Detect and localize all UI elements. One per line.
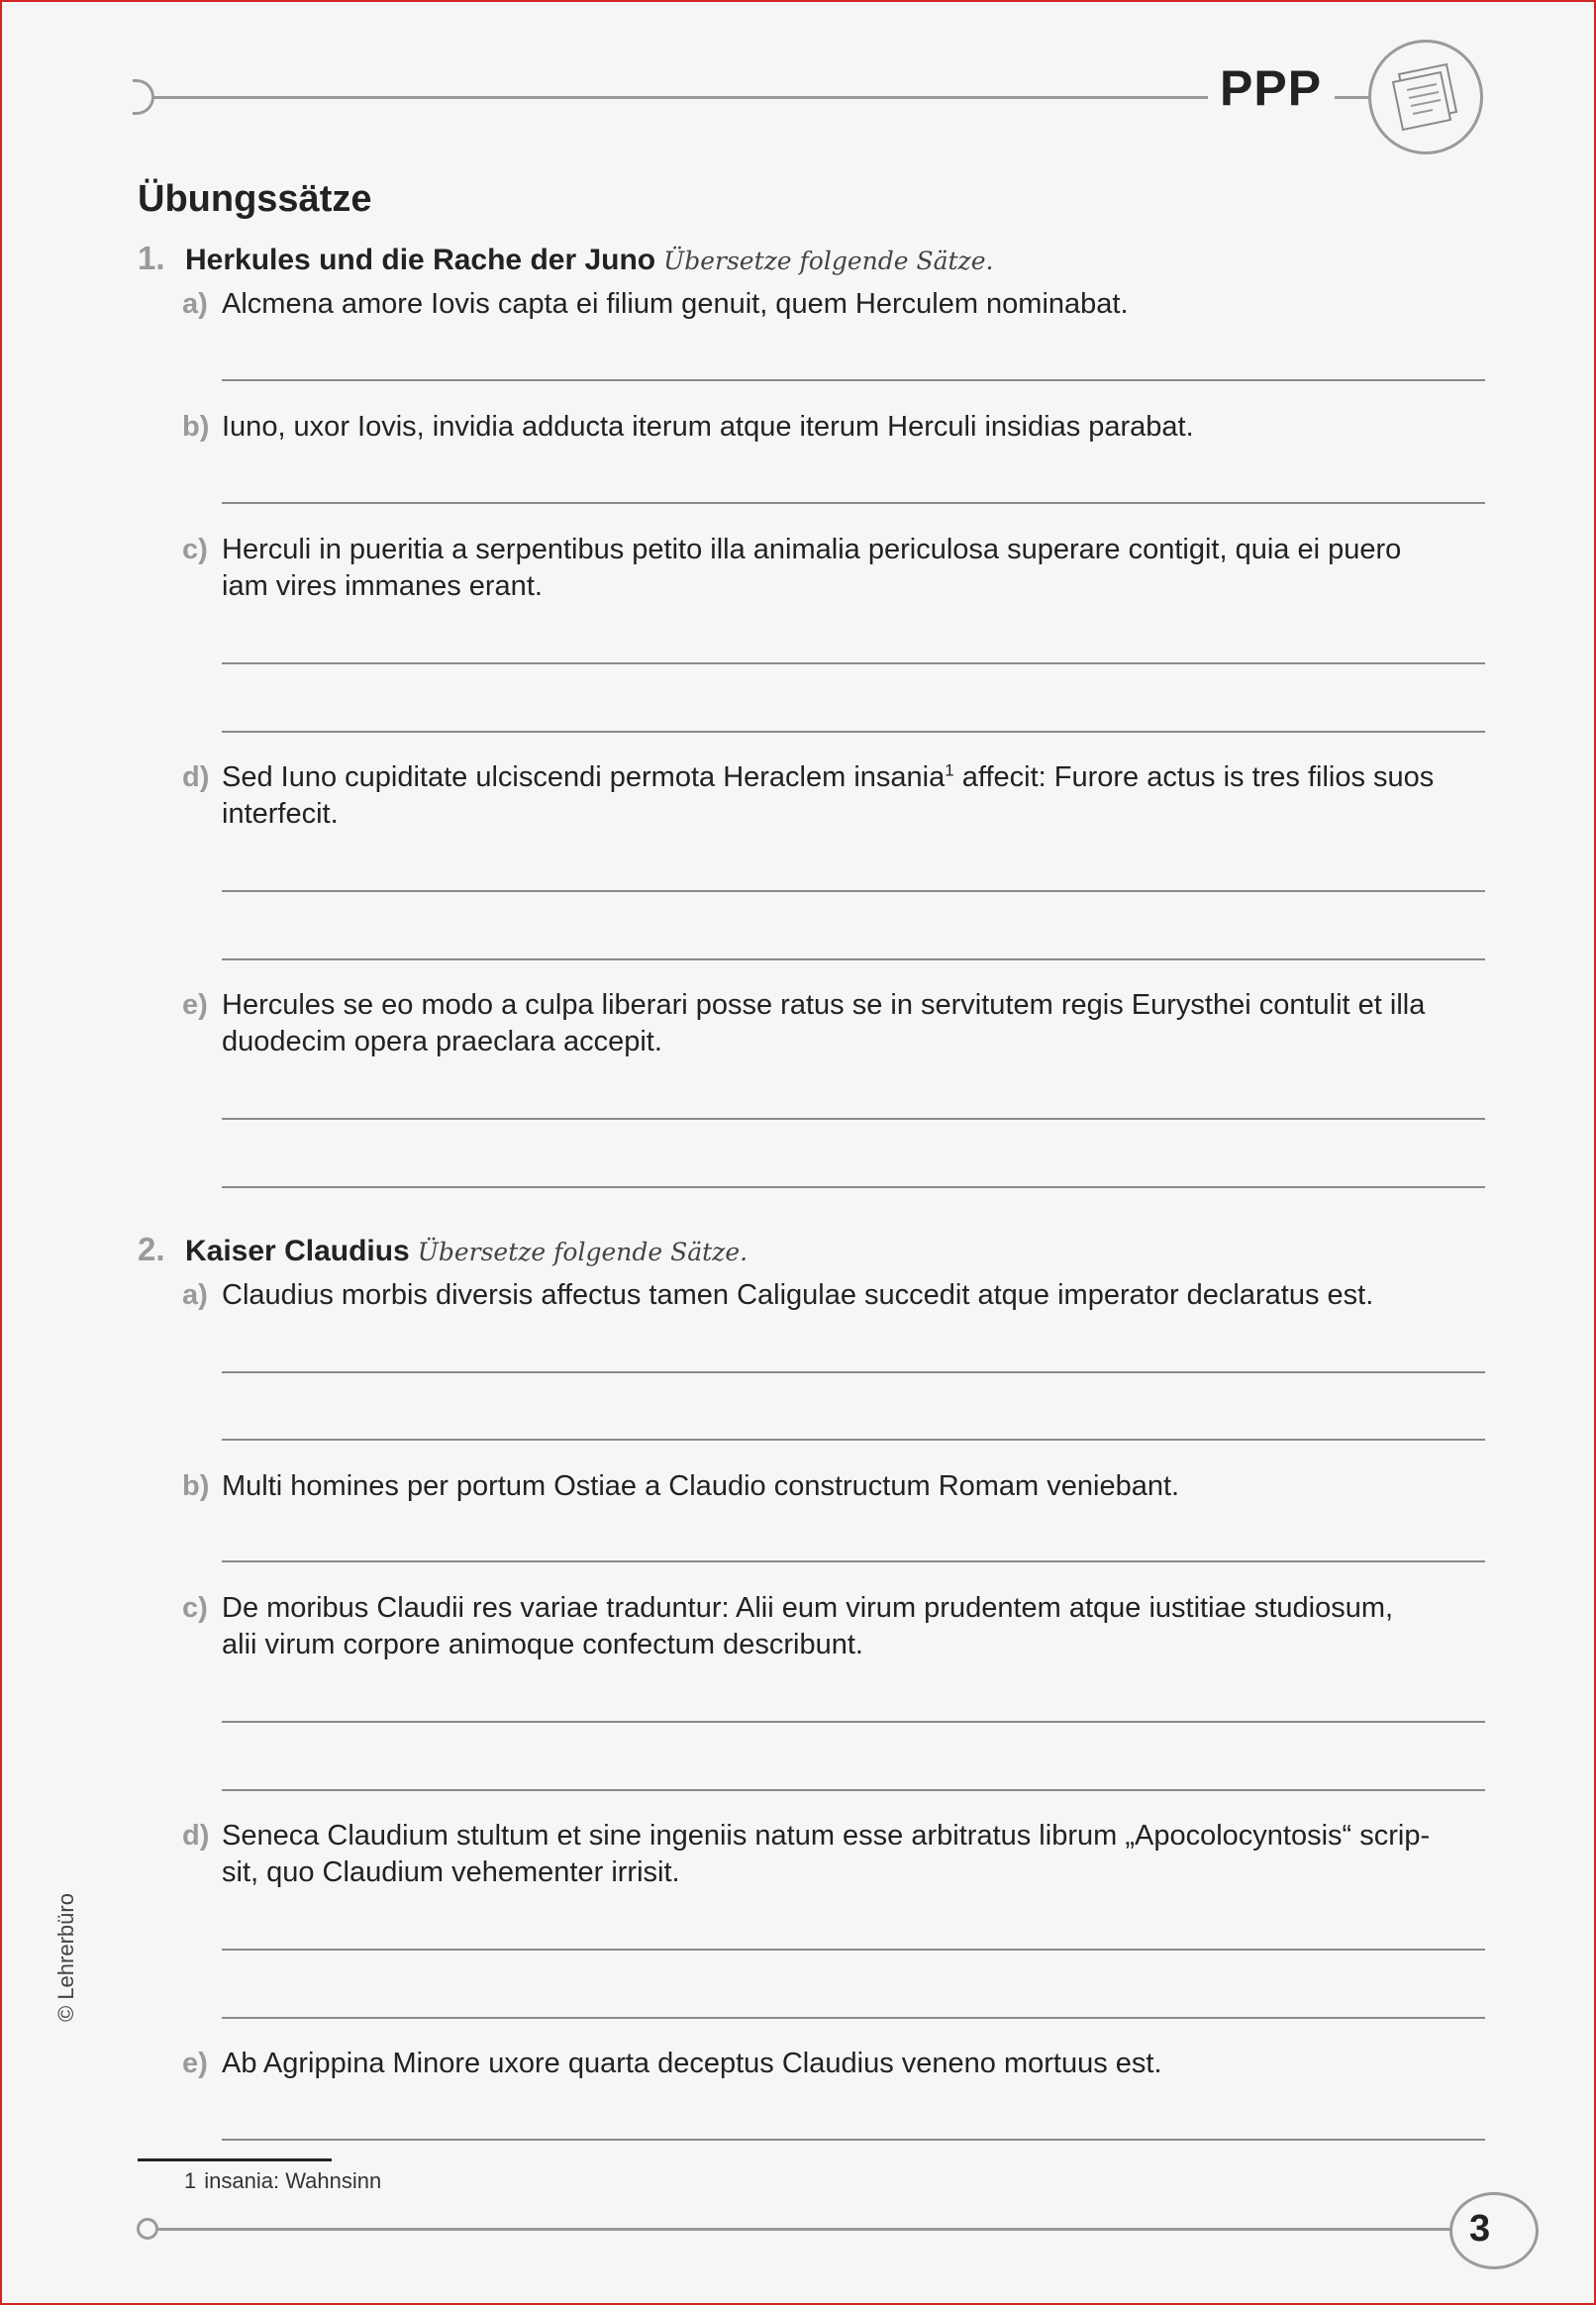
sentence-text-post: affecit: Furore actus is tres filios suos xyxy=(953,761,1435,793)
sentence-2c xyxy=(182,1590,1489,1663)
sentence-text-line-2: duodecim opera praeclara accepit. xyxy=(222,1026,662,1057)
page-title: Übungssätze xyxy=(138,178,372,220)
sentence-2e xyxy=(182,2046,1489,2082)
notes-icon xyxy=(1368,40,1483,154)
answer-line[interactable] xyxy=(222,2139,1485,2141)
item-letter: b) xyxy=(182,1470,210,1502)
sentence-text-line-2: iam vires immanes erant. xyxy=(222,570,543,602)
answer-line[interactable] xyxy=(222,1789,1485,1791)
footnote-number: 1 xyxy=(184,2168,197,2193)
sentence-text: Iuno, uxor Iovis, invidia adducta iterum atque iterum Herculi insidias parabat. xyxy=(222,411,1194,443)
answer-line[interactable] xyxy=(222,958,1485,960)
answer-line[interactable] xyxy=(222,502,1485,504)
header-bracket xyxy=(133,79,154,115)
sentence-text-line-1: Seneca Claudium stultum et sine ingeniis natum esse arbitratus librum „Apocolocyntosis“ scrip- xyxy=(222,1820,1431,1852)
item-letter: b) xyxy=(182,411,210,443)
sentence-text: Claudius morbis diversis affectus tamen Caligulae succedit atque imperator declaratus est. xyxy=(222,1279,1374,1311)
footnote xyxy=(184,2168,381,2194)
sentence-text-line-1 xyxy=(222,759,1489,796)
item-letter: e) xyxy=(182,2048,208,2079)
copyright: © Lehrerbüro xyxy=(53,1893,78,2022)
sentence-2a xyxy=(182,1277,1489,1314)
item-letter: a) xyxy=(182,1279,208,1311)
item-letter: d) xyxy=(182,1820,210,1852)
task-title: Herkules und die Rache der Juno xyxy=(185,244,656,276)
task-instruction: Übersetze folgende Sätze. xyxy=(417,1238,748,1266)
sentence-text: Alcmena amore Iovis capta ei filium genuit, quem Herculem nominabat. xyxy=(222,288,1129,320)
answer-line[interactable] xyxy=(222,379,1485,381)
footer-rule xyxy=(158,2228,1455,2231)
footnote-rule xyxy=(138,2158,332,2161)
answer-line[interactable] xyxy=(222,890,1485,892)
answer-line[interactable] xyxy=(222,731,1485,733)
sentence-text-line-1: Hercules se eo modo a culpa liberari posse ratus se in servitutem regis Eurysthei contulit et illa xyxy=(222,989,1426,1021)
sentence-1b xyxy=(182,409,1489,446)
footer-circle xyxy=(137,2218,158,2240)
answer-line[interactable] xyxy=(222,1439,1485,1441)
sentence-1e xyxy=(182,987,1489,1060)
task-number: 1. xyxy=(138,240,165,276)
sentence-text-line-2: alii virum corpore animoque confectum describunt. xyxy=(222,1629,863,1660)
sentence-2d xyxy=(182,1818,1489,1891)
header-title: PPP xyxy=(1220,60,1323,116)
task-number: 2. xyxy=(138,1231,165,1267)
footnote-marker[interactable]: 1 xyxy=(945,760,954,780)
sentence-1c xyxy=(182,532,1489,605)
task-instruction: Übersetze folgende Sätze. xyxy=(663,247,994,275)
sentence-text-line-2: sit, quo Claudium vehementer irrisit. xyxy=(222,1856,680,1888)
sentence-text: Ab Agrippina Minore uxore quarta deceptus Claudius veneno mortuus est. xyxy=(222,2048,1162,2079)
sentence-1a xyxy=(182,286,1489,323)
answer-line[interactable] xyxy=(222,662,1485,664)
task-title: Kaiser Claudius xyxy=(185,1235,410,1267)
sentence-1d xyxy=(182,759,1489,833)
item-letter: a) xyxy=(182,288,208,320)
page-number: 3 xyxy=(1469,2208,1491,2250)
sentence-2b xyxy=(182,1468,1489,1505)
sentence-text-line-1: Herculi in pueritia a serpentibus petito illa animalia periculosa superare contigit, quia ei puero xyxy=(222,534,1402,565)
footnote-text: insania: Wahnsinn xyxy=(204,2168,382,2193)
answer-line[interactable] xyxy=(222,1949,1485,1951)
answer-line[interactable] xyxy=(222,1721,1485,1723)
header-rule xyxy=(152,96,1208,99)
page-number-badge xyxy=(1449,2192,1539,2269)
task-1-heading xyxy=(138,240,993,279)
sentence-text: Multi homines per portum Ostiae a Claudio constructum Romam veniebant. xyxy=(222,1470,1180,1502)
task-2-heading xyxy=(138,1231,748,1270)
answer-line[interactable] xyxy=(222,1118,1485,1120)
item-letter: d) xyxy=(182,761,210,793)
answer-line[interactable] xyxy=(222,1560,1485,1562)
answer-line[interactable] xyxy=(222,1371,1485,1373)
sentence-text-pre: Sed Iuno cupiditate ulciscendi permota Heraclem insania xyxy=(222,761,946,793)
answer-line[interactable] xyxy=(222,1186,1485,1188)
header-rule-short xyxy=(1335,96,1370,99)
item-letter: e) xyxy=(182,989,208,1021)
item-letter: c) xyxy=(182,534,208,565)
item-letter: c) xyxy=(182,1592,208,1624)
answer-line[interactable] xyxy=(222,2017,1485,2019)
sentence-text-line-2: interfecit. xyxy=(222,798,339,830)
sentence-text-line-1: De moribus Claudii res variae traduntur: Alii eum virum prudentem atque iustitiae studiosum, xyxy=(222,1592,1394,1624)
